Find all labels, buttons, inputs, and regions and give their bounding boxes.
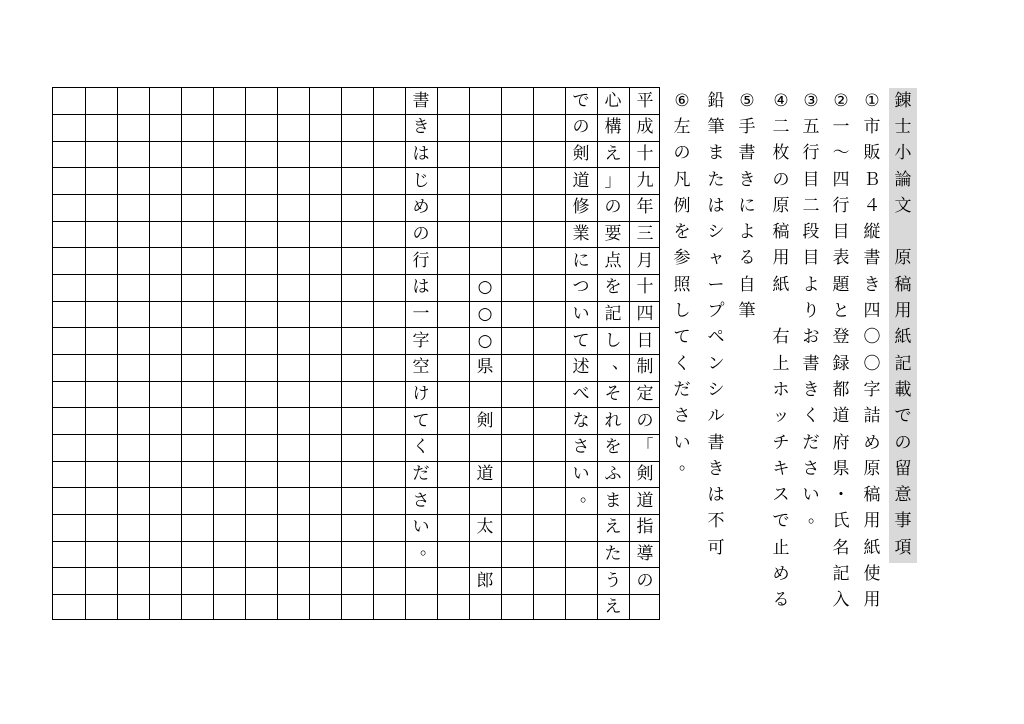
manuscript-column-7: [437, 88, 469, 621]
instruction-char: 項: [894, 537, 912, 558]
instruction-char: だ: [802, 432, 820, 453]
instruction-char: め: [772, 563, 790, 584]
instruction-char: プ: [707, 301, 725, 322]
grid-char: の: [636, 410, 654, 431]
instruction-char: 士: [894, 116, 912, 137]
instruction-char: ス: [772, 485, 790, 506]
grid-char: 成: [636, 117, 654, 138]
grid-char: め: [412, 197, 430, 218]
instruction-char: 用: [772, 248, 790, 269]
instruction-char: 稿: [863, 485, 881, 506]
instruction-char: る: [738, 248, 756, 269]
instruction-char: で: [772, 511, 790, 532]
grid-char: の: [636, 570, 654, 591]
instruction-char: よ: [802, 274, 820, 295]
instruction-char: は: [707, 195, 725, 216]
instruction-char: ４: [863, 195, 881, 216]
instruction-char: 五: [802, 116, 820, 137]
manuscript-grid: [52, 87, 660, 620]
instruction-char: の: [673, 143, 691, 164]
instruction-char: 二: [772, 116, 790, 137]
instruction-char: 事: [894, 511, 912, 532]
instruction-char: 原: [894, 248, 912, 269]
instruction-char: 一: [832, 116, 850, 137]
grid-char: 修: [572, 197, 590, 218]
grid-char: け: [412, 383, 430, 404]
instruction-char: 表: [832, 248, 850, 269]
grid-char: 記: [604, 304, 622, 324]
instruction-char: 稿: [894, 274, 912, 295]
instruction-char: さ: [673, 406, 691, 427]
instruction-char: 用: [863, 590, 881, 611]
grid-char: 心: [604, 90, 622, 111]
instruction-char: 書: [738, 143, 756, 164]
grid-char: 九: [636, 170, 654, 191]
instruction-char: 右: [772, 327, 790, 348]
manuscript-column-5: [501, 88, 533, 621]
grid-char: ふ: [604, 463, 622, 484]
grid-char: な: [572, 410, 590, 431]
grid-char: 剣: [572, 144, 590, 165]
instruction-char: 段: [802, 222, 820, 243]
grid-char: 空: [412, 357, 430, 378]
instruction-char: チ: [772, 432, 790, 453]
instruction-char: い: [673, 432, 691, 453]
instruction-char: 府: [832, 432, 850, 453]
instruction-char: 参: [673, 248, 691, 269]
instruction-char: く: [673, 353, 691, 374]
instruction-char: 縦: [863, 222, 881, 243]
grid-char: 。: [420, 539, 437, 560]
instruction-char: ッ: [772, 406, 790, 427]
instruction-4-text: [767, 88, 768, 89]
instruction-char: 小: [894, 143, 912, 164]
grid-char: 剣: [476, 410, 494, 431]
grid-char: て: [572, 330, 590, 351]
grid-char: え: [604, 597, 622, 618]
instruction-2: [827, 88, 855, 614]
instruction-char: 留: [894, 458, 912, 479]
grid-char: の: [572, 117, 590, 138]
instruction-2-text: [827, 88, 828, 89]
instruction-char: さ: [802, 458, 820, 479]
grid-char: 道: [476, 463, 494, 484]
instruction-char: 載: [894, 379, 912, 400]
instruction-char: 〜: [832, 143, 850, 164]
grid-char: 字: [412, 330, 430, 351]
instruction-3-text: [797, 88, 798, 89]
instruction-char: 名: [832, 537, 850, 558]
grid-char: う: [604, 570, 622, 591]
instruction-1: [858, 88, 886, 614]
grid-char: ○: [477, 277, 493, 298]
instruction-char: 書: [802, 353, 820, 374]
instruction-char: き: [863, 274, 881, 295]
grid-char: は: [412, 144, 430, 165]
instruction-char: 詰: [863, 406, 881, 427]
grid-char: 。: [580, 485, 597, 506]
grid-char: ○: [477, 330, 493, 351]
instruction-char: ペ: [707, 327, 725, 348]
grid-char: し: [604, 330, 622, 351]
instruction-char: ル: [707, 406, 725, 427]
instruction-char: 入: [832, 590, 850, 611]
grid-char: い: [572, 304, 590, 324]
instruction-char: [767, 298, 795, 324]
instruction-char: 筆: [738, 301, 756, 322]
instruction-char: を: [673, 222, 691, 243]
grid-char: 月: [636, 250, 654, 271]
instruction-char: ①: [864, 90, 880, 111]
instruction-char: 原: [772, 195, 790, 216]
instruction-char: 四: [863, 301, 881, 322]
instruction-char: 鉛: [707, 90, 725, 111]
instruction-char: シ: [707, 222, 725, 243]
grid-char: べ: [572, 383, 590, 404]
instruction-char: と: [832, 301, 850, 322]
grid-char: た: [604, 543, 622, 564]
instruction-char: 〇: [863, 327, 881, 348]
instruction-6: [668, 88, 696, 482]
instruction-char: り: [802, 301, 820, 322]
instruction-char: 文: [894, 195, 912, 216]
grid-char: 日: [636, 330, 654, 351]
instruction-char: た: [707, 169, 725, 190]
instruction-char: 筆: [707, 116, 725, 137]
instruction-char: 氏: [832, 511, 850, 532]
instruction-char: ン: [707, 353, 725, 374]
instruction-5: [733, 88, 761, 325]
grid-char: 定: [636, 383, 654, 404]
instruction-char: 記: [894, 353, 912, 374]
instruction-char: 原: [863, 458, 881, 479]
instruction-char: [889, 219, 917, 245]
grid-char: ま: [604, 490, 622, 511]
instruction-5-note-text: [702, 88, 703, 89]
instruction-char: ⑥: [674, 90, 690, 111]
instruction-char: 登: [832, 327, 850, 348]
instruction-char: よ: [738, 222, 756, 243]
manuscript-column-4: [533, 88, 565, 621]
instruction-char: で: [894, 406, 912, 427]
instruction-char: 県: [832, 458, 850, 479]
grid-char: 導: [636, 543, 654, 564]
grid-char: く: [412, 437, 430, 458]
instruction-char: だ: [673, 379, 691, 400]
grid-char: 三: [636, 224, 654, 245]
instruction-char: 道: [832, 406, 850, 427]
instruction-char: ⑤: [739, 90, 755, 111]
instruction-char: 錬: [894, 90, 912, 111]
grid-char: は: [412, 277, 430, 298]
instruction-char: 紙: [894, 327, 912, 348]
grid-char: 太: [476, 517, 494, 538]
instruction-char: 論: [894, 169, 912, 190]
grid-char: 十: [636, 144, 654, 165]
instruction-char: て: [673, 327, 691, 348]
grid-char: 一: [412, 304, 430, 324]
grid-char: 四: [636, 304, 654, 324]
instruction-char: 行: [802, 143, 820, 164]
instruction-char: い: [802, 485, 820, 506]
grid-char: れ: [604, 410, 622, 431]
instruction-char: ー: [707, 274, 725, 295]
grid-char: の: [412, 224, 430, 245]
instruction-char: 用: [863, 511, 881, 532]
instruction-5-text: [733, 88, 734, 89]
grid-char: を: [604, 277, 622, 298]
instruction-char: 目: [802, 248, 820, 269]
instruction-char: き: [738, 169, 756, 190]
instruction-char: 目: [802, 169, 820, 190]
instruction-char: 凡: [673, 169, 691, 190]
instruction-char: 四: [832, 169, 850, 190]
grid-char: の: [604, 197, 622, 218]
instruction-char: ま: [707, 143, 725, 164]
grid-char: 述: [572, 357, 590, 378]
instruction-char: 使: [863, 563, 881, 584]
instruction-char: お: [802, 327, 820, 348]
grid-char: で: [572, 90, 590, 111]
instruction-char: 二: [802, 195, 820, 216]
grid-char: 県: [476, 357, 494, 378]
instruction-char: 枚: [772, 143, 790, 164]
instruction-char: 照: [673, 274, 691, 295]
instruction-char: 都: [832, 379, 850, 400]
instruction-char: 書: [707, 432, 725, 453]
instruction-char: 紙: [863, 537, 881, 558]
grid-char: 行: [412, 250, 430, 271]
instruction-char: き: [802, 379, 820, 400]
instruction-char: に: [738, 195, 756, 216]
instruction-char: 不: [707, 511, 725, 532]
instruction-char: 紙: [772, 274, 790, 295]
grid-char: き: [412, 117, 430, 138]
instruction-char: 可: [707, 537, 725, 558]
grid-char: 年: [636, 197, 654, 218]
instruction-char: 用: [894, 301, 912, 322]
grid-char: じ: [412, 170, 430, 191]
grid-char: 要: [604, 224, 622, 245]
instruction-char: 市: [863, 116, 881, 137]
grid-char: 十: [636, 277, 654, 298]
instruction-char: め: [863, 432, 881, 453]
instruction-char: ③: [803, 90, 819, 111]
instruction-1-text: [858, 88, 859, 89]
instruction-char: 意: [894, 485, 912, 506]
grid-char: さ: [572, 437, 590, 458]
instruction-char: 稿: [772, 222, 790, 243]
instruction-char: ホ: [772, 379, 790, 400]
grid-char: え: [604, 517, 622, 538]
title-column-text: [889, 88, 890, 89]
instruction-char: ②: [833, 90, 849, 111]
grid-char: つ: [572, 277, 590, 298]
grid-char: て: [412, 410, 430, 431]
instruction-char: 目: [832, 222, 850, 243]
grid-char: え: [604, 144, 622, 165]
instruction-6-text: [668, 88, 669, 89]
grid-char: 構: [604, 117, 622, 138]
instruction-char: Ｂ: [863, 169, 881, 190]
grid-char: さ: [412, 490, 430, 511]
grid-char: そ: [604, 383, 622, 404]
instruction-char: の: [894, 432, 912, 453]
instruction-char: 販: [863, 143, 881, 164]
instruction-char: る: [772, 590, 790, 611]
instruction-char: 上: [772, 353, 790, 374]
instruction-char: ・: [832, 485, 850, 506]
instruction-char: 書: [863, 248, 881, 269]
grid-char: 平: [636, 90, 654, 111]
instruction-char: ④: [773, 90, 789, 111]
grid-char: 書: [412, 90, 430, 111]
grid-char: い: [572, 463, 590, 484]
instruction-char: ャ: [707, 248, 725, 269]
instruction-char: の: [772, 169, 790, 190]
instruction-char: 録: [832, 353, 850, 374]
instruction-char: 手: [738, 116, 756, 137]
grid-char: ○: [477, 304, 493, 324]
grid-char: い: [412, 517, 430, 538]
instruction-char: 自: [738, 274, 756, 295]
grid-char: に: [572, 250, 590, 271]
instruction-char: 〇: [863, 353, 881, 374]
grid-char: 道: [572, 170, 590, 191]
grid-char: 道: [636, 490, 654, 511]
instruction-char: シ: [707, 379, 725, 400]
instruction-char: 止: [772, 537, 790, 558]
instruction-char: 例: [673, 195, 691, 216]
instruction-char: キ: [772, 458, 790, 479]
grid-char: を: [604, 437, 622, 458]
instruction-char: 字: [863, 379, 881, 400]
instruction-3: [797, 88, 825, 535]
grid-char: 、: [612, 352, 629, 373]
instruction-4: [767, 88, 795, 614]
grid-char: 点: [604, 250, 622, 271]
instruction-char: 左: [673, 116, 691, 137]
instruction-5-note: [702, 88, 730, 561]
instruction-char: き: [707, 458, 725, 479]
instruction-char: 。: [808, 506, 825, 527]
instruction-char: く: [802, 406, 820, 427]
instruction-char: し: [673, 301, 691, 322]
instruction-char: 記: [832, 563, 850, 584]
grid-char: 指: [636, 517, 654, 538]
grid-char: 郎: [476, 570, 494, 591]
instruction-char: 。: [679, 454, 696, 475]
grid-char: 制: [636, 357, 654, 378]
title-column: [889, 88, 917, 563]
instruction-char: 題: [832, 274, 850, 295]
grid-char: 「: [636, 437, 654, 458]
grid-char: だ: [412, 463, 430, 484]
grid-char: 業: [572, 224, 590, 245]
instruction-char: 行: [832, 195, 850, 216]
instruction-char: は: [707, 485, 725, 506]
grid-char: 剣: [636, 463, 654, 484]
grid-char: 」: [604, 170, 622, 191]
